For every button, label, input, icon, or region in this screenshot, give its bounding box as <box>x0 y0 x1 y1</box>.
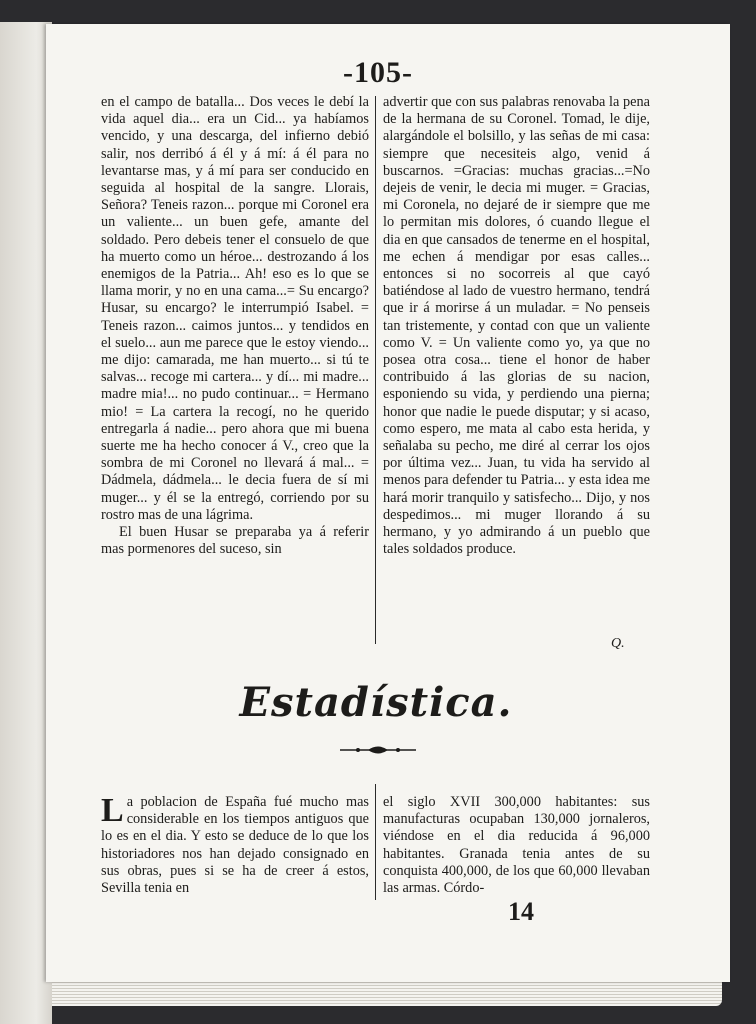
article-left-column <box>101 94 369 558</box>
page-stack-edges <box>52 980 722 1006</box>
column-divider <box>375 784 376 900</box>
book-page <box>46 24 730 982</box>
statistics-text: a poblacion de España fué mucho mas considerable en los tiempos antiguos que lo es en el dia. Y esto se deduce de lo que los historiadores nos han dejado consignado en sus obras, pues si se ha de creer á estos, Sevilla tenia en <box>101 794 369 897</box>
column-divider <box>375 96 376 644</box>
sheet-signature: 14 <box>508 897 534 926</box>
drop-cap: L <box>101 792 124 829</box>
statistics-right-column <box>383 794 650 897</box>
statistics-paragraph <box>101 794 369 897</box>
author-signature: Q. <box>611 636 625 651</box>
statistics-left-column <box>101 794 369 897</box>
page-number: -105- <box>343 56 413 89</box>
statistics-paragraph: el siglo XVII 300,000 habitantes: sus manufacturas ocupaban 130,000 jornaleros, viéndose en el dia reducida á 96,000 habitantes. Granada tenia antes de su conquista 400,000, de los que 60,000 llevaban las armas. Córdo- <box>383 794 650 897</box>
article-paragraph: en el campo de batalla... Dos veces le debí la vida aquel dia... era un Cid... ya habíamos vencido, y una descarga, del infierno debió salir, nos derribó á él y á mí: á él para no levantarse mas, y á mí para ser conducido en seguida al hospital de la sangre. Llorais, Señora? Teneis razon... porque mi Coronel era un valiente... un buen gefe, amante del soldado. Pero debeis tener el consuelo de que ha muerto como un héroe... destrozando á los enemigos de la Patria... Ah! eso es lo que se llama morir, y no en una cama...= Su encargo? Husar, su encargo? le interrumpió Isabel. = Teneis razon... caimos juntos... y tendidos en el suelo... aun me parece que le estoy viendo... me dijo: camarada, me han muerto... si tú te salvas... recoge mi cartera... y dí... mi madre... madre mia!... no pudo continuar... = Hermano mio! = La cartera la recogí, no he querido entregarla á nadie... pero ahora que mi buena suerte me ha hecho conocer á V., creo que la sombra de mi Coronel no llevará á mal... = Dádmela, dádmela... le decia fuera de sí mi muger... y él se la entregó, corriendo por su rostro mas de una lágrima. <box>101 94 369 523</box>
previous-page-edge <box>0 22 52 1024</box>
article-right-column <box>383 94 650 558</box>
section-heading: Estadística. <box>239 679 513 726</box>
article-paragraph: advertir que con sus palabras renovaba la pena de la hermana de su Coronel. Tomad, le dije, alargándole el bolsillo, y las señas de mi casa: siempre que necesiteis algo, venid á buscarnos. =Gracias: muchas gracias...=No dejeis de venir, le decia mi muger. = Gracias, mi Coronela, no dejaré de ir siempre que me lo permitan mis dolores, ó cuando llegue el dia en que cansados de tenerme en el hospital, me echen á mendigar por esas calles... entonces si no socorreis al que cayó batiéndose al lado de vuestro hermano, tendrá que ir á morirse á un muladar. = No penseis tan tristemente, y contad con que un valiente como V. = Un valiente como yo, ya que no posea otra cosa... tiene el honor de haber contribuido á las glorias de su nacion, esponiendo su vida, y perdiendo una pierna; honor que nadie le puede disputar; y si acaso, como espero, me mata al cabo esta herida, y señalaba su pecho, me diré al cerrar los ojos por última vez... Juan, tu vida ha servido al menos para defender tu Patria... y esta idea me hará morir tranquilo y satisfecho... Dijo, y nos despedimos... mi muger llorando á su hermano, y yo admirando á un pueblo que tales soldados produce. <box>383 94 650 558</box>
article-paragraph: El buen Husar se preparaba ya á referir mas pormenores del suceso, sin <box>101 524 369 558</box>
ornament-divider-icon <box>338 742 418 758</box>
